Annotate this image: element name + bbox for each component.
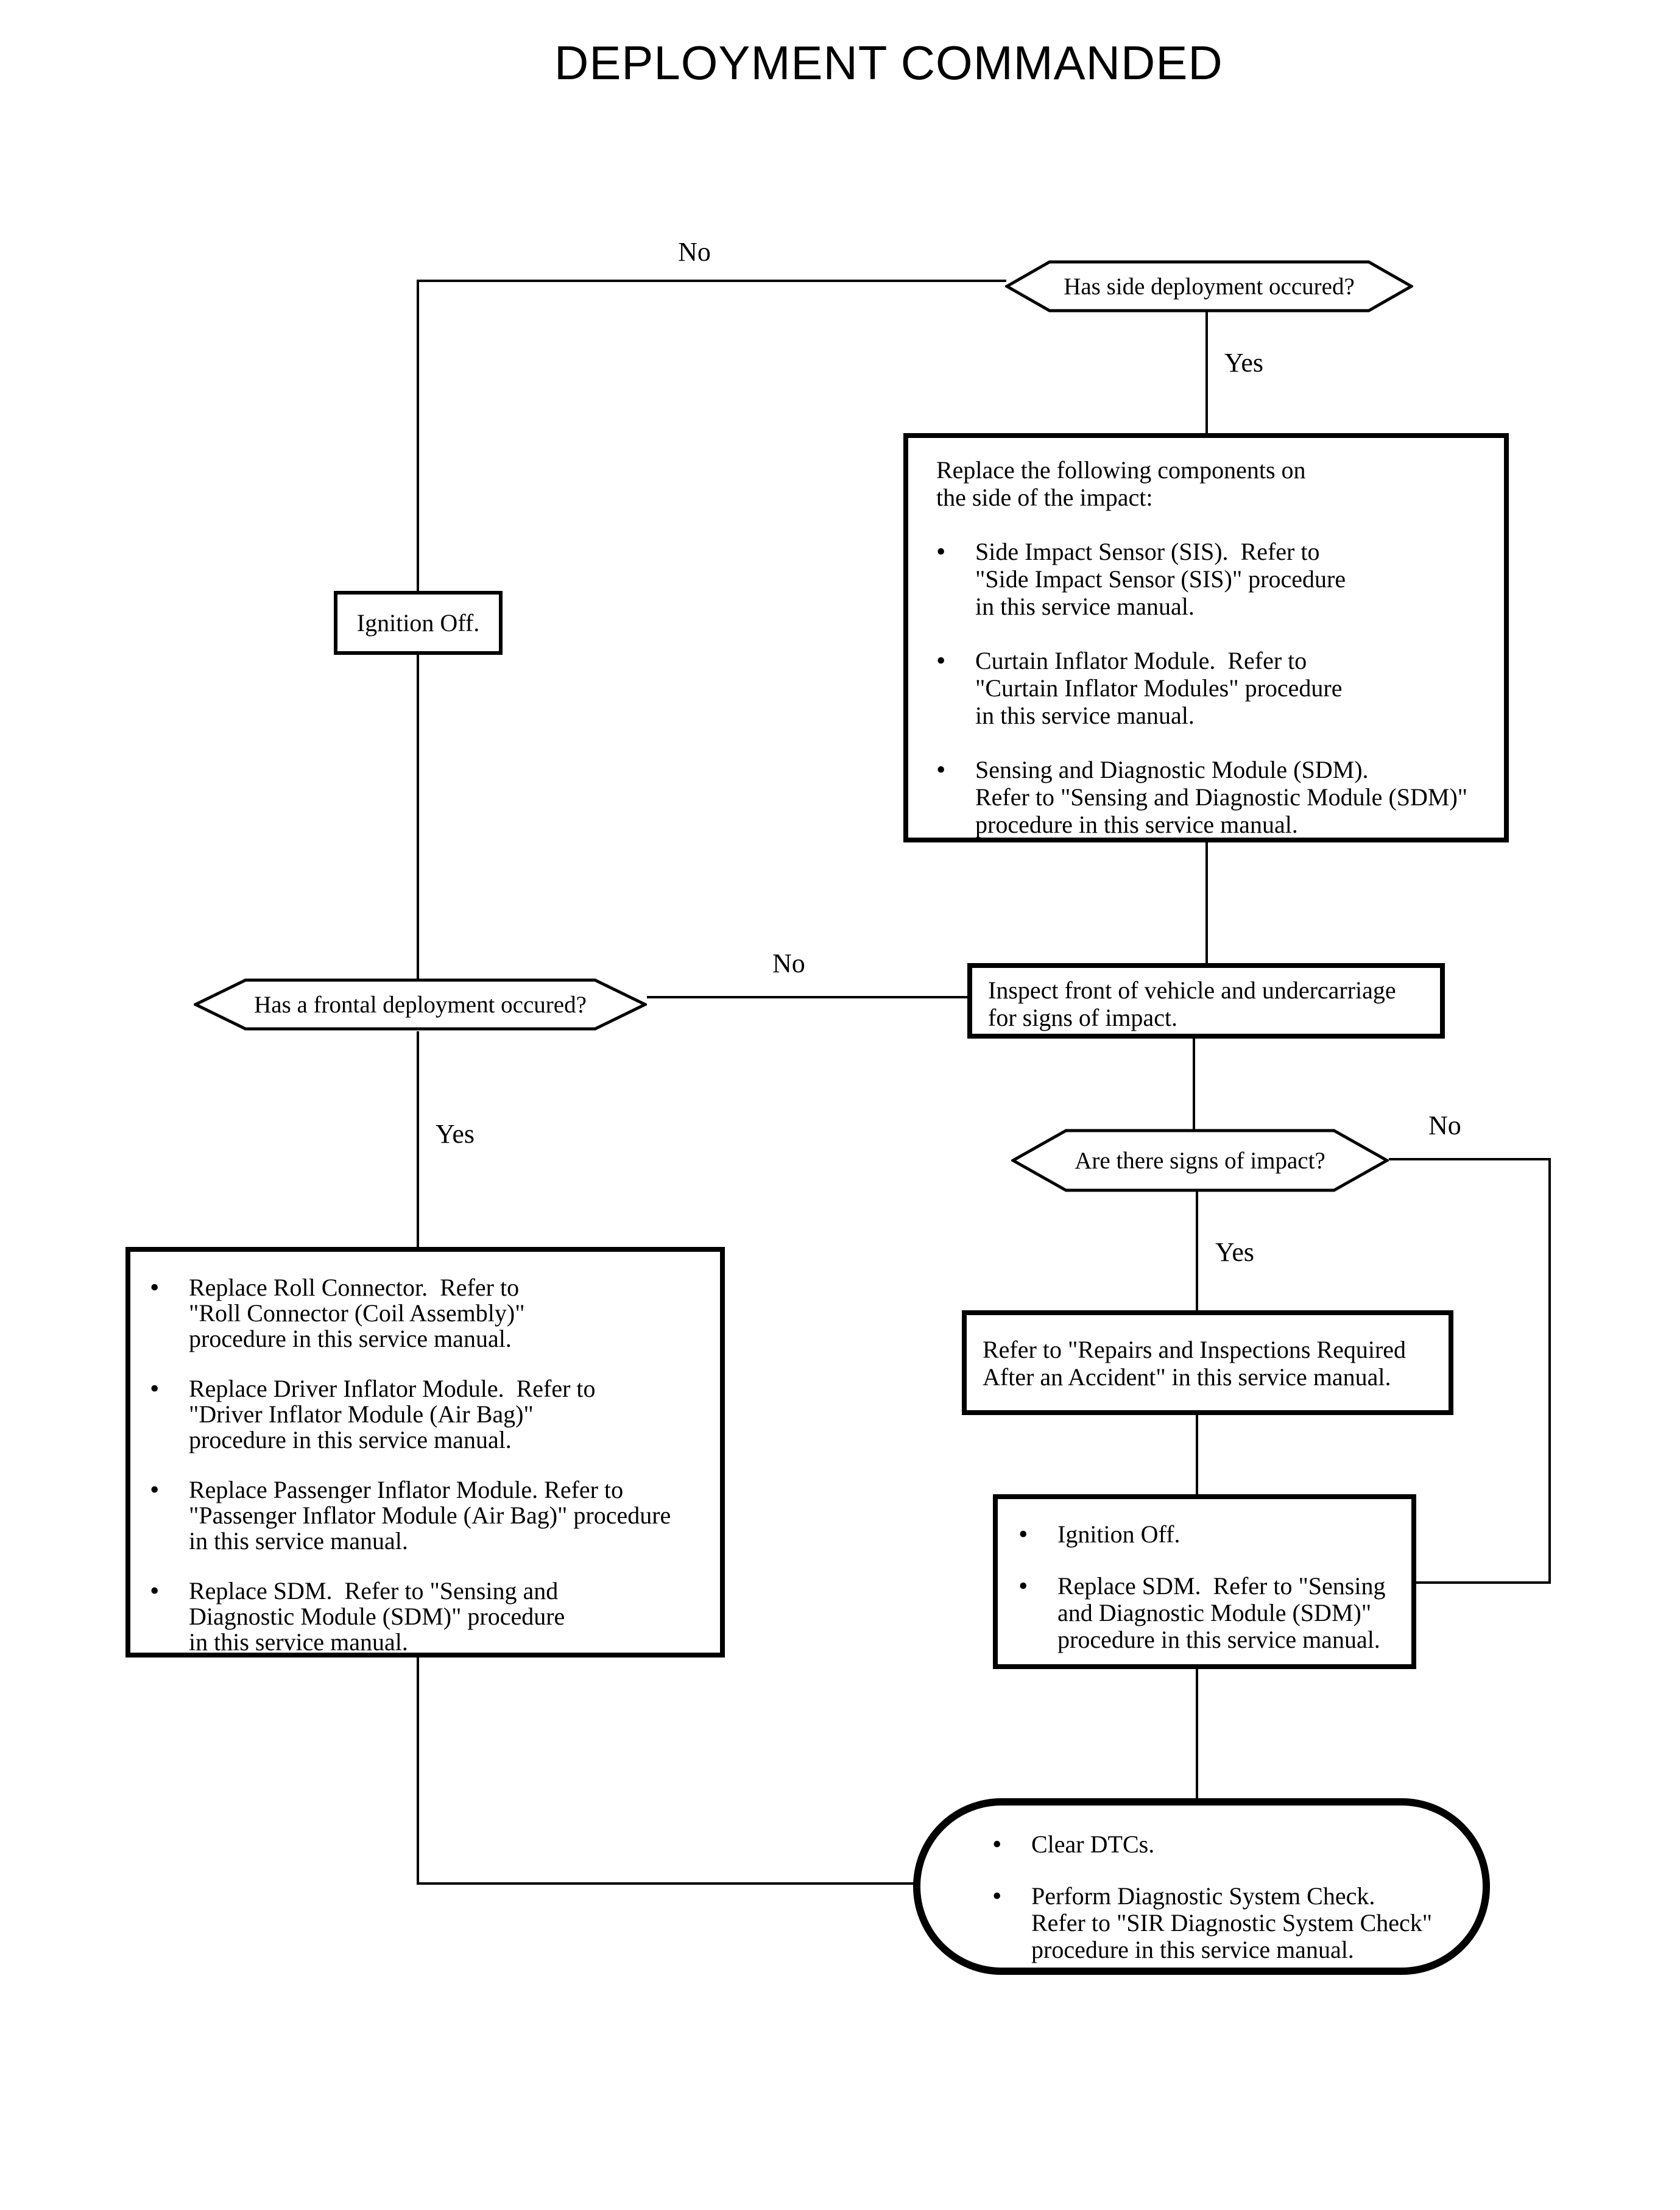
- inspect-front-box: [967, 963, 1445, 1039]
- bullet-icon: [1018, 1573, 1057, 1653]
- list-item: [936, 647, 1494, 729]
- text-line: in this service manual.: [189, 1527, 408, 1555]
- list-item: [150, 1578, 714, 1655]
- list-item: [992, 1883, 1470, 1963]
- text-line: Diagnostic Module (SDM)" procedure: [189, 1603, 565, 1630]
- text-line: After an Accident" in this service manual.: [983, 1363, 1391, 1391]
- decision-side-question: Has side deployment occured?: [1064, 273, 1355, 300]
- list-item: [992, 1831, 1470, 1859]
- list-item: [150, 1376, 714, 1453]
- text-line: Inspect front of vehicle and undercarriage: [988, 976, 1396, 1004]
- text-line: Replace SDM. Refer to "Sensing and: [189, 1577, 559, 1605]
- text-line: procedure in this service manual.: [189, 1325, 512, 1352]
- edge-signs-no-vertical: [1548, 1158, 1551, 1584]
- bullet-icon: [992, 1831, 1031, 1859]
- text-line: Replace Driver Inflator Module. Refer to: [189, 1375, 596, 1402]
- list-item: [150, 1477, 714, 1554]
- text-line: the side of the impact:: [936, 484, 1153, 511]
- bullet-icon: [150, 1477, 189, 1554]
- edge-inspect-to-signs: [1193, 1036, 1195, 1129]
- list-item: [150, 1275, 714, 1352]
- decision-frontal-question: Has a frontal deployment occured?: [254, 991, 587, 1018]
- repairs-inspections-box: [962, 1310, 1453, 1415]
- text-line: Clear DTCs.: [1031, 1830, 1155, 1858]
- text-line: in this service manual.: [975, 702, 1195, 729]
- text-line: and Diagnostic Module (SDM)": [1057, 1599, 1372, 1626]
- text-line: "Side Impact Sensor (SIS)" procedure: [975, 565, 1346, 593]
- edge-signs-yes-vertical: [1196, 1191, 1198, 1312]
- edge-side-yes-vertical: [1205, 312, 1208, 434]
- edge-frontal-yes-vertical: [417, 1031, 419, 1248]
- edge-signs-no-horizontal: [1389, 1158, 1551, 1160]
- text-line: Curtain Inflator Module. Refer to: [975, 647, 1307, 674]
- text-line: Replace Roll Connector. Refer to: [189, 1274, 520, 1301]
- frontal-replace-box: [125, 1247, 725, 1658]
- label-frontal-no: No: [772, 948, 805, 978]
- text-line: Ignition Off.: [356, 609, 480, 637]
- decision-frontal-deployment: [194, 978, 647, 1031]
- edge-repairs-to-sdm: [1196, 1414, 1198, 1495]
- page-title: DEPLOYMENT COMMANDED: [554, 36, 1223, 90]
- bullet-icon: [150, 1376, 189, 1453]
- text-line: procedure in this service manual.: [1031, 1936, 1354, 1963]
- text-line: procedure in this service manual.: [975, 811, 1298, 838]
- bullet-icon: [992, 1883, 1031, 1963]
- label-side-yes: Yes: [1224, 348, 1264, 378]
- edge-side-no-horizontal: [418, 280, 1006, 282]
- text-line: Refer to "SIR Diagnostic System Check": [1031, 1909, 1433, 1936]
- text-line: procedure in this service manual.: [1057, 1626, 1380, 1653]
- label-signs-no: No: [1428, 1110, 1461, 1140]
- edge-left-spine-1: [417, 280, 419, 591]
- list-item: [1018, 1573, 1405, 1653]
- text-line: Perform Diagnostic System Check.: [1031, 1882, 1375, 1910]
- text-line: Side Impact Sensor (SIS). Refer to: [975, 538, 1320, 565]
- edge-to-terminator-horizontal: [417, 1882, 916, 1885]
- bullet-icon: [1018, 1521, 1057, 1548]
- text-line: Ignition Off.: [1057, 1520, 1181, 1548]
- edge-sdm-to-terminator: [1196, 1668, 1198, 1799]
- text-line: "Passenger Inflator Module (Air Bag)" procedure: [189, 1502, 671, 1529]
- text-line: "Roll Connector (Coil Assembly)": [189, 1299, 525, 1327]
- text-line: in this service manual.: [189, 1628, 408, 1656]
- text-line: Refer to "Repairs and Inspections Required: [983, 1336, 1406, 1363]
- ignition-off-box: [334, 591, 503, 655]
- edge-left-spine-3: [417, 1656, 419, 1885]
- bullet-icon: [150, 1275, 189, 1352]
- text-line: for signs of impact.: [988, 1004, 1178, 1031]
- decision-signs-of-impact: [1011, 1128, 1389, 1193]
- edge-signs-no-into-sdm: [1416, 1581, 1551, 1584]
- decision-signs-question: Are there signs of impact?: [1075, 1147, 1325, 1174]
- list-item: [1018, 1521, 1405, 1548]
- text-line: in this service manual.: [975, 593, 1195, 620]
- bullet-icon: [150, 1578, 189, 1655]
- edge-frontal-no-horizontal: [647, 996, 969, 998]
- edge-left-spine-2: [417, 655, 419, 979]
- text-line: Refer to "Sensing and Diagnostic Module (SDM)": [975, 783, 1468, 811]
- bullet-icon: [936, 756, 975, 838]
- text-line: "Curtain Inflator Modules" procedure: [975, 674, 1343, 702]
- edge-sidebox-to-inspect: [1205, 841, 1208, 964]
- bullet-icon: [936, 647, 975, 729]
- diagnostic-terminator: [913, 1798, 1490, 1975]
- list-item: [936, 538, 1494, 620]
- list-item: [936, 756, 1494, 838]
- text-line: "Driver Inflator Module (Air Bag)": [189, 1400, 534, 1428]
- side-replace-box: [903, 433, 1509, 842]
- text-line: Replace the following components on: [936, 456, 1306, 484]
- label-signs-yes: Yes: [1215, 1237, 1255, 1267]
- bullet-icon: [936, 538, 975, 620]
- sdm-replace-box: [993, 1494, 1416, 1669]
- decision-side-deployment: [1005, 259, 1413, 313]
- text-line: Replace SDM. Refer to "Sensing: [1057, 1572, 1386, 1600]
- text-line: procedure in this service manual.: [189, 1426, 512, 1453]
- text-line: Replace Passenger Inflator Module. Refer to: [189, 1476, 624, 1503]
- text-line: Sensing and Diagnostic Module (SDM).: [975, 756, 1369, 783]
- label-side-no: No: [678, 237, 711, 267]
- label-frontal-yes: Yes: [436, 1119, 475, 1149]
